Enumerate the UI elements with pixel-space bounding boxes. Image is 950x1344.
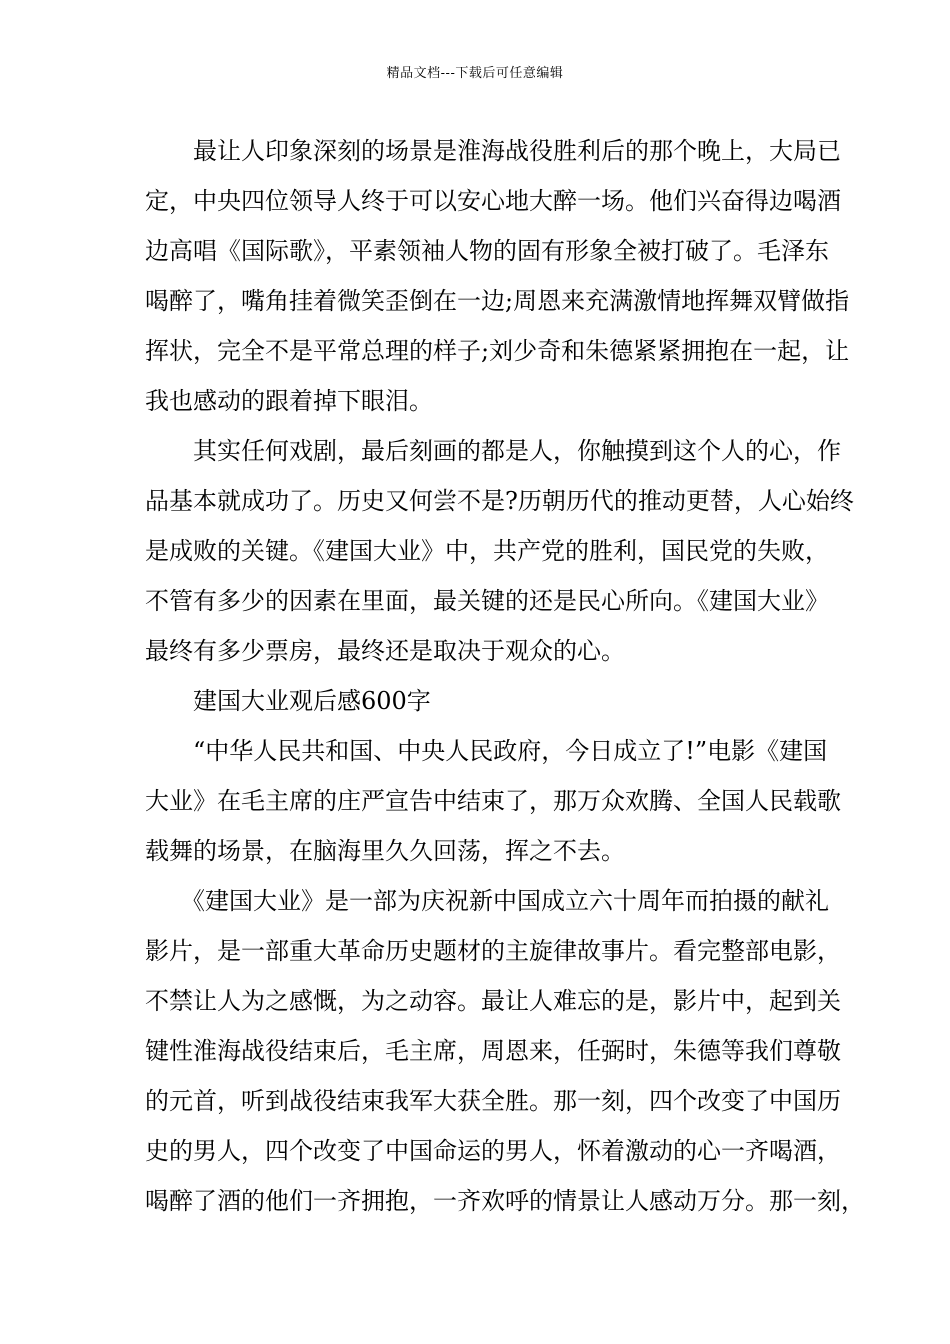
body-line: 史的男人，四个改变了中国命运的男人，怀着激动的心一齐喝酒， [145,1137,841,1165]
body-line: 影片，是一部重大革命历史题材的主旋律故事片。看完整部电影， [145,937,841,965]
body-line: 我也感动的跟着掉下眼泪。 [145,387,433,415]
body-line: “中华人民共和国、中央人民政府，今日成立了!”电影《建国 [145,737,828,765]
body-line: 《建国大业》是一部为庆祝新中国成立六十周年而拍摄的献礼 [145,887,829,915]
body-line: 最终有多少票房，最终还是取决于观众的心。 [145,637,625,665]
body-line: 品基本就成功了。历史又何尝不是?历朝历代的推动更替，人心始终 [145,487,854,515]
body-line: 喝醉了，嘴角挂着微笑歪倒在一边;周恩来充满激情地挥舞双臂做指 [145,287,850,315]
body-line: 载舞的场景，在脑海里久久回荡，挥之不去。 [145,837,625,865]
body-line: 最让人印象深刻的场景是淮海战役胜利后的那个晚上，大局已 [145,137,841,165]
body-line: 边高唱《国际歌》，平素领袖人物的固有形象全被打破了。毛泽东 [145,237,829,265]
body-line: 不禁让人为之感慨，为之动容。最让人难忘的是，影片中，起到关 [145,987,841,1015]
body-line: 的元首，听到战役结束我军大获全胜。那一刻，四个改变了中国历 [145,1087,841,1115]
body-line: 是成败的关键。《建国大业》中，共产党的胜利，国民党的失败， [145,537,829,565]
body-line: 其实任何戏剧，最后刻画的都是人，你触摸到这个人的心，作 [145,437,841,465]
body-line: 喝醉了酒的他们一齐拥抱，一齐欢呼的情景让人感动万分。那一刻， [145,1187,865,1215]
body-line: 挥状，完全不是平常总理的样子;刘少奇和朱德紧紧拥抱在一起，让 [145,337,850,365]
section-title: 建国大业观后感600字 [145,687,431,715]
body-line: 键性淮海战役结束后，毛主席，周恩来，任弼时，朱德等我们尊敬 [145,1037,841,1065]
body-line: 不管有多少的因素在里面，最关键的还是民心所向。《建国大业》 [145,587,829,615]
page-header: 精品文档---下载后可任意编辑 [386,66,564,81]
body-line: 定，中央四位领导人终于可以安心地大醉一场。他们兴奋得边喝酒 [145,187,841,215]
body-line: 大业》在毛主席的庄严宣告中结束了，那万众欢腾、全国人民载歌 [145,787,841,815]
